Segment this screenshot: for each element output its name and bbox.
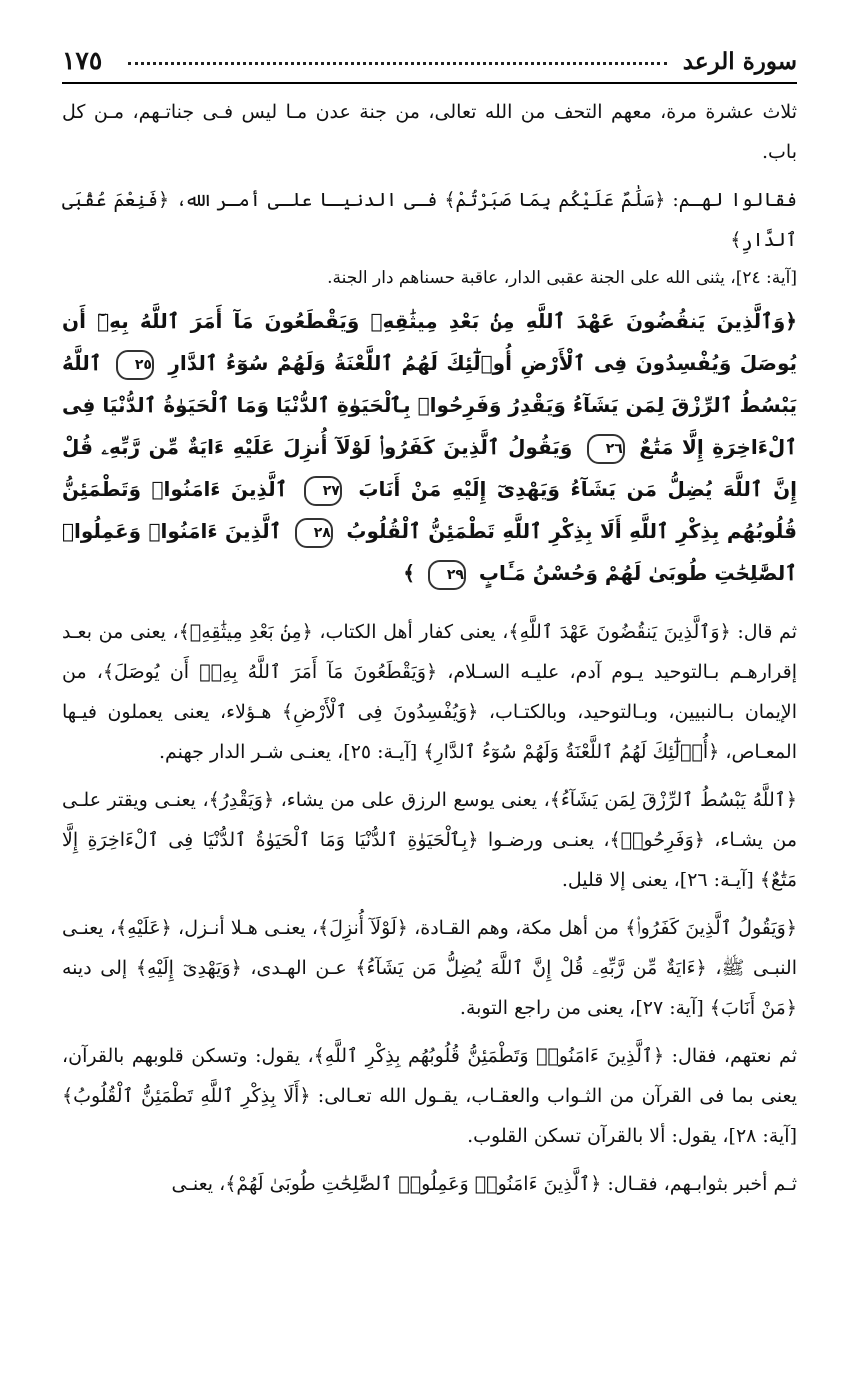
paragraph-intro: ثلاث عشرة مرة، معهم التحف من الله تعالى، من جنة عدن مـا ليس فـى جناتـهم، مـن كل باب. xyxy=(62,101,797,163)
paragraph-salam: فقالوا لهـم: ﴿سَلَٰمٌ عَلَيْكُم بِمَا صَبَرْتُمْ﴾ فـى الدنيـا علـى أمـر الله، ﴿فَنِعْمَ عُقْبَى ٱلدَّارِ﴾ xyxy=(62,189,797,251)
verse-closing-bracket: ﴾ xyxy=(403,561,415,585)
commentary-paragraph: ﴿ٱللَّهُ يَبْسُطُ ٱلرِّزْقَ لِمَن يَشَآءُ﴾، يعنى يوسع الرزق على من يشاء، ﴿وَيَقْدِرُ﴾، يعنـى ويقتر علـى من يشـاء، ﴿وَفَرِحُوا۟﴾، يعنـى ورضـوا ﴿بِٱلْحَيَوٰةِ ٱلدُّنْيَا وَمَا ٱلْحَيَوٰةُ ٱلدُّنْيَا فِى ٱلْءَاخِرَةِ إِلَّا مَتَٰعٌ﴾ [آيـة: ٢٦]، يعنى إلا قليل. xyxy=(62,789,797,891)
page xyxy=(62,40,797,1382)
header-dotted-leader xyxy=(128,62,667,65)
verse-text-26: ٱللَّهُ يَبْسُطُ ٱلرِّزْقَ لِمَن يَشَآءُ وَيَقْدِرُ وَفَرِحُوا۟ بِٱلْحَيَوٰةِ ٱلدُّنْيَا وَمَا ٱلْحَيَوٰةُ ٱلدُّنْيَا فِى ٱلْءَاخِرَةِ إِلَّا مَتَٰعٌ xyxy=(62,351,798,459)
verse-text-28: ٱلَّذِينَ ءَامَنُوا۟ وَتَطْمَئِنُّ قُلُوبُهُم بِذِكْرِ ٱللَّهِ أَلَا بِذِكْرِ ٱللَّهِ تَطْمَئِنُّ ٱلْقُلُوبُ xyxy=(62,477,798,543)
verse-text-27: وَيَقُولُ ٱلَّذِينَ كَفَرُوا۟ لَوْلَآ أُنزِلَ عَلَيْهِ ءَايَةٌ مِّن رَّبِّهِۦ قُلْ إِنَّ ٱللَّهَ يُضِلُّ مَن يَشَآءُ وَيَهْدِىٓ إِلَيْهِ مَنْ أَنَابَ xyxy=(62,435,798,501)
aya-marker-26: ٢٦ xyxy=(587,434,625,464)
aya-marker-28: ٢٨ xyxy=(295,518,333,548)
aya-marker-25: ٢٥ xyxy=(116,350,154,380)
aya-marker-29: ٢٩ xyxy=(428,560,466,590)
commentary-paragraph: ثم قال: ﴿وَٱلَّذِينَ يَنقُضُونَ عَهْدَ ٱللَّهِ﴾، يعنى كفار أهل الكتاب، ﴿مِنۢ بَعْدِ مِيثَٰقِهِۦ﴾، يعنى من بعـد إقرارهـم بـالتوحيد يـوم آدم، عليـه السـلام، ﴿وَيَقْطَعُونَ مَآ أَمَرَ ٱللَّهُ بِهِۦٓ أَن يُوصَلَ﴾، من الإيمان بـالنبيين، وبـالتوحيد، وبالكتـاب، ﴿وَيُفْسِدُونَ فِى ٱلْأَرْضِ﴾ هـؤلاء، يعنى يعملون فيـها المعـاص، ﴿أُو۟لَٰٓئِكَ لَهُمُ ٱللَّعْنَةُ وَلَهُمْ سُوٓءُ ٱلدَّارِ﴾ [آيـة: ٢٥]، يعنـى شـر الدار جهنم. xyxy=(62,621,797,763)
page-header xyxy=(62,40,797,84)
aya-marker-27: ٢٧ xyxy=(304,476,342,506)
commentary-paragraph: ثم نعتهم، فقال: ﴿ٱلَّذِينَ ءَامَنُوا۟ وَتَطْمَئِنُّ قُلُوبُهُم بِذِكْرِ ٱللَّهِ﴾، يقول: وتسكن قلوبهم بالقرآن، يعنى بما فى القرآن من الثـواب والعقـاب، يقـول الله تعـالى: ﴿أَلَا بِذِكْرِ ٱللَّهِ تَطْمَئِنُّ ٱلْقُلُوبُ﴾ [آية: ٢٨]، يقول: ألا بالقرآن تسكن القلوب. xyxy=(62,1045,797,1147)
verse-text-25: ﴿وَٱلَّذِينَ يَنقُضُونَ عَهْدَ ٱللَّهِ مِنۢ بَعْدِ مِيثَٰقِهِۦ وَيَقْطَعُونَ مَآ أَمَرَ ٱللَّهُ بِهِۦٓ أَن يُوصَلَ وَيُفْسِدُونَ فِى ٱلْأَرْضِ أُو۟لَٰٓئِكَ لَهُمُ ٱللَّعْنَةُ وَلَهُمْ سُوٓءُ ٱلدَّارِ xyxy=(62,309,797,375)
paragraph-salam-note: [آية: ٢٤]، يثنى الله على الجنة عقبى الدار، عاقبة حسناهم دار الجنة. xyxy=(327,268,797,288)
surah-title: سورة الرعد xyxy=(682,48,797,75)
page-number: ١٧٥ xyxy=(62,46,103,75)
commentary-paragraph: ثـم أخبر بثوابـهم، فقـال: ﴿ٱلَّذِينَ ءَامَنُوا۟ وَعَمِلُوا۟ ٱلصَّٰلِحَٰتِ طُوبَىٰ لَهُمْ﴾، يعنـى xyxy=(171,1173,797,1195)
quran-verses-block xyxy=(62,300,797,594)
verse-text-29: ٱلَّذِينَ ءَامَنُوا۟ وَعَمِلُوا۟ ٱلصَّٰلِحَٰتِ طُوبَىٰ لَهُمْ وَحُسْنُ مَـَٔابٍ xyxy=(62,519,797,585)
commentary-paragraph: ﴿وَيَقُولُ ٱلَّذِينَ كَفَرُوا۟﴾ من أهل مكة، وهم القـادة، ﴿لَوْلَآ أُنزِلَ﴾، يعنـى هـلا أنـزل، ﴿عَلَيْهِ﴾، يعنـى النبـى ﷺ، ﴿ءَايَةٌ مِّن رَّبِّهِۦ قُلْ إِنَّ ٱللَّهَ يُضِلُّ مَن يَشَآءُ﴾ عـن الهـدى، ﴿وَيَهْدِىٓ إِلَيْهِ﴾ إلى دينه ﴿مَنْ أَنَابَ﴾ [آية: ٢٧]، يعنى من راجع التوبة. xyxy=(62,917,797,1019)
